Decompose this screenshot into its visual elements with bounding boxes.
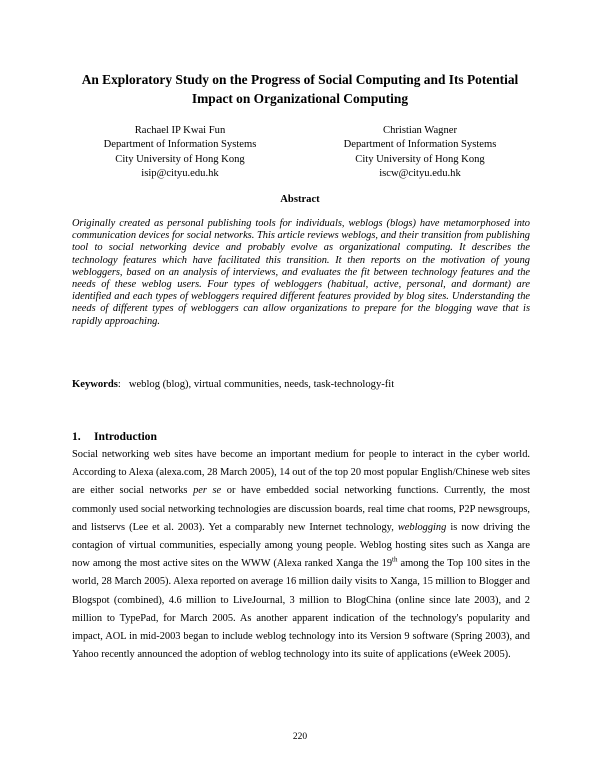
author-1 xyxy=(60,124,300,181)
abstract-heading: Abstract xyxy=(280,194,320,205)
author-1-email: isip@cityu.edu.hk xyxy=(141,167,219,179)
author-1-department: Department of Information Systems xyxy=(103,139,257,151)
author-2 xyxy=(300,124,540,181)
author-2-name: Christian Wagner xyxy=(383,125,457,136)
keywords-label: Keywords xyxy=(72,379,118,390)
section-number: 1. xyxy=(72,430,81,443)
section-heading xyxy=(72,429,157,445)
author-1-university: City University of Hong Kong xyxy=(115,153,245,165)
intro-text-part-3: is now driving the contagion of virtual communities, especially among young people. Weblog hosting sites such as Xanga are now among the most active sites on the WWW (Alexa ranked Xanga the 19 xyxy=(72,521,530,570)
intro-text-part-4: among the Top 100 sites in the world, 28 March 2005). Alexa reported on average 16 million daily visits to Xanga, 15 million to Blogger and Blogspot (combined), 4.6 million to LiveJournal, 3 million to BlogChina (online since late 2003), and 2 million to TypePad, for March 2005. As another apparent indication of the technology's popularity and impact, AOL in mid-2003 began to include weblog technology into its Version 9 software (Spring 2003), and Yahoo recently announced the adoption of weblog technology into its suite of applications (eWeek 2005). xyxy=(72,558,530,661)
intro-weblogging: weblogging xyxy=(397,521,447,533)
author-block xyxy=(60,124,540,184)
keywords-separator: : xyxy=(117,379,121,390)
abstract-text: Originally created as personal publishing tools for individuals, weblogs (blogs) have metamorphosed into communication devices for social networks. This article reviews weblogs, and their transition from publishing tool to social networking device and probably evolve as organizational computing. It describes the technology features which have facilitated this transition. It then reports on the motivation of young webloggers, based on an analysis of interviews, and evaluates the fit between technology features and the needs of these weblog users. Four types of webloggers (habitual, active, personal, and dormant) are identified and each types of webloggers required different features provided by blog sites. Understanding the needs of different types of webloggers can allow organizations to prepare for the blogging wave that is rapidly approaching. xyxy=(72,218,530,327)
paper-title: An Exploratory Study on the Progress of Social Computing and Its Potential Impact on Organizational Computing xyxy=(81,72,519,106)
keywords-list: weblog (blog), virtual communities, needs, task-technology-fit xyxy=(128,379,395,390)
intro-superscript-th: th xyxy=(392,555,398,564)
keywords-line xyxy=(72,378,532,392)
author-1-name: Rachael IP Kwai Fun xyxy=(134,125,226,136)
author-2-email: iscw@cityu.edu.hk xyxy=(379,167,461,179)
author-2-university: City University of Hong Kong xyxy=(355,153,485,165)
page-number: 220 xyxy=(292,732,308,742)
author-2-department: Department of Information Systems xyxy=(343,139,497,151)
intro-text-part-2: or have embedded social networking functions. Currently, the most commonly used social networking technologies are discussion boards, real time chat rooms, P2P newsgroups, and listservs (Lee et al. 2003). Yet a comparably new Internet technology, xyxy=(72,485,530,533)
intro-text-part-1: Social networking web sites have become an important medium for people to interact in the cyber world. According to Alexa (alexa.com, 28 March 2005), 14 out of the top 20 most popular English/Chinese web sites are either social networks xyxy=(72,449,530,497)
introduction-paragraph xyxy=(72,446,530,664)
section-title: Introduction xyxy=(94,430,157,443)
intro-per-se: per se xyxy=(193,485,222,497)
